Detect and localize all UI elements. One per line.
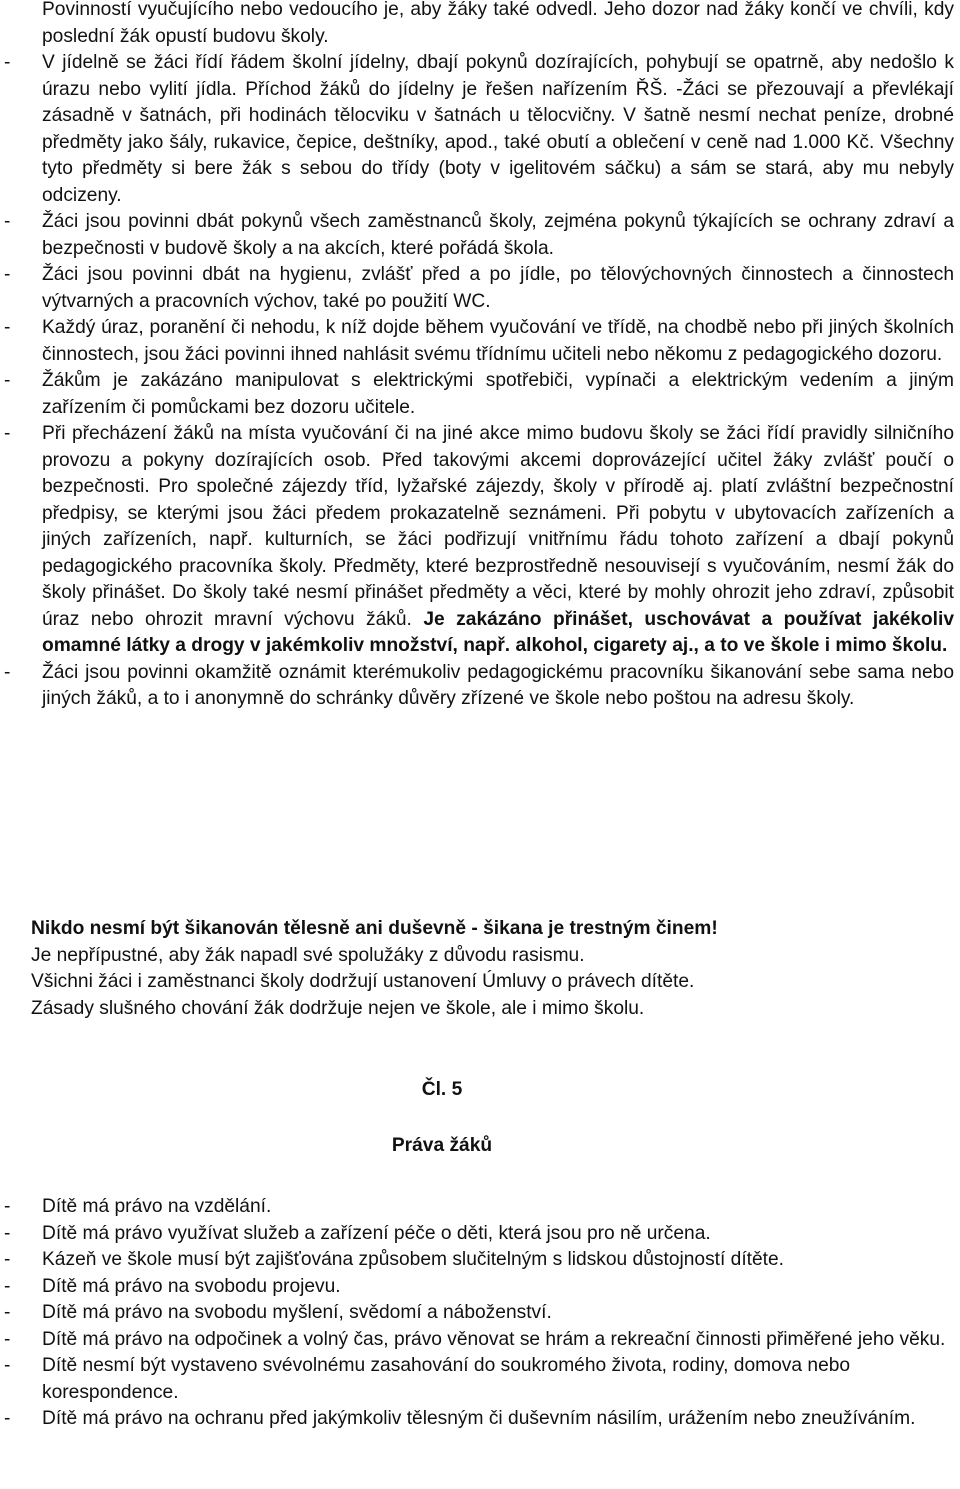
notice-line-behaviour: Zásady slušného chování žák dodržuje nejen ve škole, ale i mimo školu. — [31, 997, 645, 1019]
list-dash: - — [4, 211, 11, 232]
obligation-text: Žáci jsou povinni okamžitě oznámit kterémukoliv pedagogickému pracovníku šikanování sebe sama nebo jiných žáků, a to i anonymně do schránky důvěry zřízené ve škole nebo poštou na adresu školy. — [42, 661, 954, 709]
right-item — [4, 1221, 954, 1248]
right-text: Dítě nesmí být vystaveno svévolnému zasahování do soukromého života, rodiny, domova nebo korespondence. — [42, 1355, 851, 1403]
right-item — [4, 1194, 954, 1221]
right-item — [4, 1247, 954, 1274]
right-item — [4, 1327, 954, 1354]
list-dash: - — [4, 52, 11, 73]
list-dash: - — [4, 1275, 11, 1297]
obligation-text: Žáci jsou povinni dbát na hygienu, zvlášť před a po jídle, po tělovýchovných činnostech a činnostech výtvarných a pracovních výchov, také po použití WC. — [42, 264, 954, 312]
list-dash: - — [4, 1196, 11, 1217]
article-title: Práva žáků — [391, 1135, 493, 1156]
right-text: Dítě má právo na vzdělání. — [42, 1196, 272, 1217]
list-dash: - — [4, 1222, 11, 1244]
right-text: Dítě má právo na ochranu před jakýmkoliv tělesným či duševním násilím, urážením nebo zneužíváním. — [42, 1408, 916, 1429]
obligation-item — [4, 50, 954, 209]
right-text: Kázeň ve škole musí být zajišťována způsobem slučitelným s lidskou důstojností dítěte. — [42, 1249, 785, 1270]
anti-bullying-notice — [31, 916, 951, 1022]
list-dash: - — [4, 264, 11, 285]
obligation-item — [4, 315, 954, 368]
list-dash: - — [4, 1328, 11, 1350]
right-text: Dítě má právo využívat služeb a zařízení péče o děti, která jsou pro ně určena. — [42, 1222, 711, 1244]
notice-line-racism: Je nepřípustné, aby žák napadl své spolužáky z důvodu rasismu. — [31, 944, 585, 966]
obligations-list — [4, 0, 954, 713]
rights-list — [4, 1194, 954, 1433]
obligation-item — [4, 368, 954, 421]
obligation-text: Žáci jsou povinni dbát pokynů všech zaměstnanců školy, zejména pokynů týkajících se ochrany zdraví a bezpečnosti v budově školy a na akcích, které pořádá škola. — [42, 211, 954, 259]
obligation-text: Povinností vyučujícího nebo vedoucího je, aby žáky také odvedl. Jeho dozor nad žáky končí ve chvíli, kdy poslední žák opustí budovu školy. — [42, 0, 954, 47]
obligation-item — [4, 209, 954, 262]
list-dash: - — [4, 423, 11, 444]
right-text: Dítě má právo na svobodu projevu. — [42, 1275, 341, 1297]
obligation-item — [4, 421, 954, 660]
right-item — [4, 1300, 954, 1327]
obligation-text: Každý úraz, poranění či nehodu, k níž dojde během vyučování ve třídě, na chodbě nebo při jiných školních činnostech, jsou žáci povinni ihned nahlásit svému třídnímu učiteli nebo někomu z pedagogického dozoru. — [42, 317, 954, 365]
right-item — [4, 1353, 954, 1406]
right-text: Dítě má právo na svobodu myšlení, svědomí a náboženství. — [42, 1302, 552, 1323]
bullying-warning: Nikdo nesmí být šikanován tělesně ani duševně - šikana je trestným činem! — [31, 918, 718, 939]
right-item — [4, 1274, 954, 1301]
obligation-text-bold: Je zakázáno přinášet, uschovávat a používat jakékoliv omamné látky a drogy v jakémkoliv množství, např. alkohol, cigarety aj., a to ve škole i mimo školu. — [42, 608, 954, 656]
obligation-item — [4, 0, 954, 50]
list-dash: - — [4, 1408, 11, 1429]
obligation-text: Žákům je zakázáno manipulovat s elektrickými spotřebiči, vypínači a elektrickým vedením a jiným zařízením či pomůckami bez dozoru učitele. — [42, 370, 954, 418]
list-dash: - — [4, 661, 11, 683]
list-dash: - — [4, 1355, 11, 1376]
list-dash: - — [4, 1249, 11, 1270]
list-dash: - — [4, 1302, 11, 1323]
right-text: Dítě má právo na odpočinek a volný čas, právo věnovat se hrám a rekreační činnosti přiměřené jeho věku. — [42, 1328, 946, 1350]
obligation-item — [4, 262, 954, 315]
notice-line-convention: Všichni žáci i zaměstnanci školy dodržují ustanovení Úmluvy o právech dítěte. — [31, 971, 695, 992]
list-dash: - — [4, 317, 11, 338]
right-item — [4, 1406, 954, 1433]
obligation-text: V jídelně se žáci řídí řádem školní jídelny, dbají pokynů dozírajících, pohybují se opatrně, aby nedošlo k úrazu nebo vylití jídla. Příchod žáků do jídelny je řešen nařízením ŘŠ. -Žáci se přezouvají a převlékají zásadně v šatnách, při hodinách tělocviku v šatnách u tělocvičny. V šatně nesmí nechat peníze, drobné předměty jako šály, rukavice, čepice, deštníky, apod., také obutí a oblečení v ceně nad 1.000 Kč. Všechny tyto předměty si bere žák s sebou do třídy (boty v igelitovém sáčku) a sám se stará, aby mu nebyly odcizeny. — [42, 52, 954, 206]
obligation-item — [4, 660, 954, 713]
article-number: Čl. 5 — [421, 1079, 463, 1100]
list-dash: - — [4, 370, 11, 391]
obligation-text: Při přecházení žáků na místa vyučování či na jiné akce mimo budovu školy se žáci řídí pravidly silničního provozu a pokyny dozírajících osob. Před takovými akcemi doprovázející učitel žáky zvlášť poučí o bezpečnosti. Pro společné zájezdy tříd, lyžařské zájezdy, školy v přírodě aj. platí zvláštní bezpečnostní předpisy, se kterými jsou žáci předem prokazatelně seznámeni. Při pobytu v ubytovacích zařízeních a jiných zařízeních, např. kulturních, se žáci podřizují vnitřnímu řádu tohoto zařízení a dbají pokynů pedagogického pracovníka školy. Předměty, které bezprostředně nesouvisejí s vyučováním, nesmí žák do školy přinášet. Do školy také nesmí přinášet předměty a věci, které by mohly ohrozit jeho zdraví, způsobit úraz nebo ohrozit mravní výchovu žáků. — [42, 423, 954, 630]
